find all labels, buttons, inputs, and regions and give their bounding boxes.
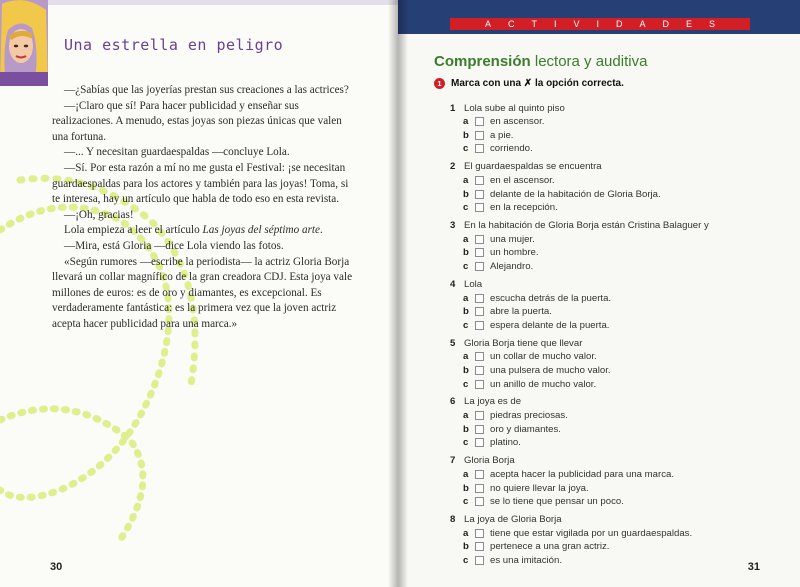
answer-checkbox[interactable] [475,470,484,479]
option-letter: a [463,116,469,128]
option-letter: c [463,378,469,390]
question-text: La joya es de [464,396,522,408]
question-stem [450,160,780,174]
question-number: 6 [450,396,456,408]
answer-option [450,129,780,143]
answer-checkbox[interactable] [475,366,484,375]
option-letter: a [463,527,469,539]
answer-checkbox[interactable] [475,556,484,565]
option-text: es una imitación. [490,554,562,566]
option-text: se lo tiene que pensar un poco. [490,496,624,508]
question-6 [450,395,780,450]
question-stem [450,454,780,468]
activities-header-band [398,0,800,34]
section-title [434,53,647,70]
answer-option [450,291,780,305]
option-letter: a [463,233,469,245]
story-text [52,83,358,333]
story-paragraph: —... Y necesitan guardaespaldas —concluye Lola. [64,146,290,159]
option-text: acepta hacer la publicidad para una marca. [490,468,674,480]
option-text: una pulsera de mucho valor. [490,365,611,377]
answer-checkbox[interactable] [475,380,484,389]
option-letter: c [463,496,469,508]
question-stem [450,336,780,350]
option-text: en el ascensor. [490,175,555,187]
answer-checkbox[interactable] [475,203,484,212]
question-stem [450,277,780,291]
exercise-instruction [434,78,624,89]
exercise-number-badge: 1 [434,78,445,89]
option-text: en ascensor. [490,116,545,128]
answer-checkbox[interactable] [475,542,484,551]
option-text: en la recepción. [490,202,558,214]
option-letter: b [463,129,469,141]
question-number: 1 [450,102,456,114]
question-number: 8 [450,513,456,525]
answer-checkbox[interactable] [475,294,484,303]
article-title-italic: Las joyas del séptimo arte [202,224,320,237]
answer-checkbox[interactable] [475,235,484,244]
answer-checkbox[interactable] [475,529,484,538]
answer-checkbox[interactable] [475,425,484,434]
option-letter: c [463,319,469,331]
page-number-right: 31 [747,561,760,573]
option-letter: b [463,423,469,435]
option-letter: b [463,247,469,259]
story-paragraph: —¡Claro que sí! Para hacer publicidad y enseñar sus realizaciones. A menudo, estas joyas son piezas únicas que valen una fortuna. [52,99,342,143]
story-paragraph: —Sí. Por esta razón a mí no me gusta el Festival: ¡se necesitan guardaespaldas para los actores y también para las joyas! Toma, si te interesa, hay un artículo que habla de todo eso en esta revista. [52,161,349,206]
answer-checkbox[interactable] [475,131,484,140]
option-letter: c [463,143,469,155]
option-letter: a [463,175,469,187]
section-title-bold: Comprensión [434,53,531,70]
question-2 [450,160,780,215]
answer-option [450,526,780,540]
question-5 [450,336,780,391]
answer-checkbox[interactable] [475,262,484,271]
question-stem [450,512,780,526]
question-text: Lola sube al quinto piso [464,102,565,114]
question-3 [450,219,780,274]
option-letter: a [463,292,469,304]
answer-option [450,187,780,201]
answer-option [450,142,780,156]
question-text: La joya de Gloria Borja [464,513,562,525]
question-number: 5 [450,337,456,349]
question-number: 2 [450,161,456,173]
option-letter: b [463,541,469,553]
question-text: Gloria Borja [464,455,515,467]
option-letter: c [463,437,469,449]
story-paragraph: Lola empieza a leer el artículo Las joyas del séptimo arte. [64,224,323,237]
question-1 [450,101,780,156]
option-text: oro y diamantes. [490,423,561,435]
story-paragraph: «Según rumores —escribe la periodista— la actriz Gloria Borja llevará un collar magnífico de la gran creadora CDJ. Esta joya vale millones de euros: es de oro y diamantes, es excepcional. Es verdaderamente fantástica: es la primera vez que la joven actriz acepta hacer publicidad para una marca.» [52,255,353,330]
option-text: un anillo de mucho valor. [490,378,597,390]
answer-checkbox[interactable] [475,307,484,316]
activities-label: ACTIVIDADES [484,19,732,29]
answer-option [450,436,780,450]
answer-option [450,481,780,495]
option-text: a pie. [490,129,514,141]
option-letter: a [463,410,469,422]
question-list [450,101,780,571]
question-8 [450,512,780,567]
question-text: Lola [464,278,483,290]
answer-option [450,260,780,274]
answer-option [450,350,780,364]
option-text: espera delante de la puerta. [490,319,610,331]
question-stem [450,219,780,233]
answer-option [450,364,780,378]
answer-option [450,115,780,129]
question-number: 4 [450,278,456,290]
answer-option [450,554,780,568]
option-text: un collar de mucho valor. [490,351,597,363]
option-letter: a [463,351,469,363]
option-text: una mujer. [490,233,535,245]
book-gutter-shadow [388,0,408,587]
answer-option [450,377,780,391]
answer-option [450,305,780,319]
option-letter: b [463,188,469,200]
story-title: Una estrella en peligro [64,36,284,54]
answer-checkbox[interactable] [475,248,484,257]
option-text: no quiere llevar la joya. [490,482,589,494]
answer-checkbox[interactable] [475,190,484,199]
answer-checkbox[interactable] [475,144,484,153]
option-text: corriendo. [490,143,533,155]
option-letter: a [463,468,469,480]
option-text: delante de la habitación de Gloria Borja. [490,188,661,200]
answer-checkbox[interactable] [475,411,484,420]
answer-option [450,468,780,482]
option-text: tiene que estar vigilada por un guardaespaldas. [490,527,693,539]
option-text: un hombre. [490,247,539,259]
answer-option [450,540,780,554]
question-stem [450,101,780,115]
page-number-left: 30 [50,561,63,573]
question-text: En la habitación de Gloria Borja están Cristina Balaguer y [464,220,709,232]
answer-option [450,201,780,215]
option-letter: c [463,261,469,273]
option-letter: c [463,554,469,566]
answer-checkbox[interactable] [475,176,484,185]
question-text: Gloria Borja tiene que llevar [464,337,583,349]
option-letter: b [463,365,469,377]
answer-option [450,319,780,333]
section-title-rest: lectora y auditiva [534,53,648,70]
answer-checkbox[interactable] [475,352,484,361]
option-letter: b [463,306,469,318]
question-4 [450,277,780,332]
option-text: abre la puerta. [490,306,552,318]
story-paragraph: —¡Oh, gracias! [64,208,134,221]
top-bar [0,0,398,5]
option-letter: b [463,482,469,494]
story-paragraph: —¿Sabías que las joyerías prestan sus creaciones a las actrices? [64,84,349,96]
answer-option [450,409,780,423]
question-text: El guardaespaldas se encuentra [464,161,602,173]
question-stem [450,395,780,409]
answer-option [450,246,780,260]
answer-option [450,495,780,509]
option-letter: c [463,202,469,214]
option-text: platino. [490,437,521,449]
right-page [398,0,800,587]
answer-checkbox[interactable] [475,117,484,126]
option-text: piedras preciosas. [490,410,568,422]
answer-option [450,423,780,437]
question-number: 3 [450,220,456,232]
option-text: escucha detrás de la puerta. [490,292,612,304]
answer-checkbox[interactable] [475,438,484,447]
story-paragraph: —Mira, está Gloria —dice Lola viendo las fotos. [64,239,284,252]
answer-checkbox[interactable] [475,321,484,330]
answer-option [450,174,780,188]
question-number: 7 [450,455,456,467]
answer-checkbox[interactable] [475,484,484,493]
question-7 [450,454,780,509]
option-text: Alejandro. [490,261,534,273]
answer-option [450,233,780,247]
left-page [0,0,398,587]
answer-checkbox[interactable] [475,497,484,506]
character-portrait-illustration [0,0,48,86]
option-text: pertenece a una gran actriz. [490,541,610,553]
instruction-text: Marca con una ✗ la opción correcta. [451,78,624,89]
